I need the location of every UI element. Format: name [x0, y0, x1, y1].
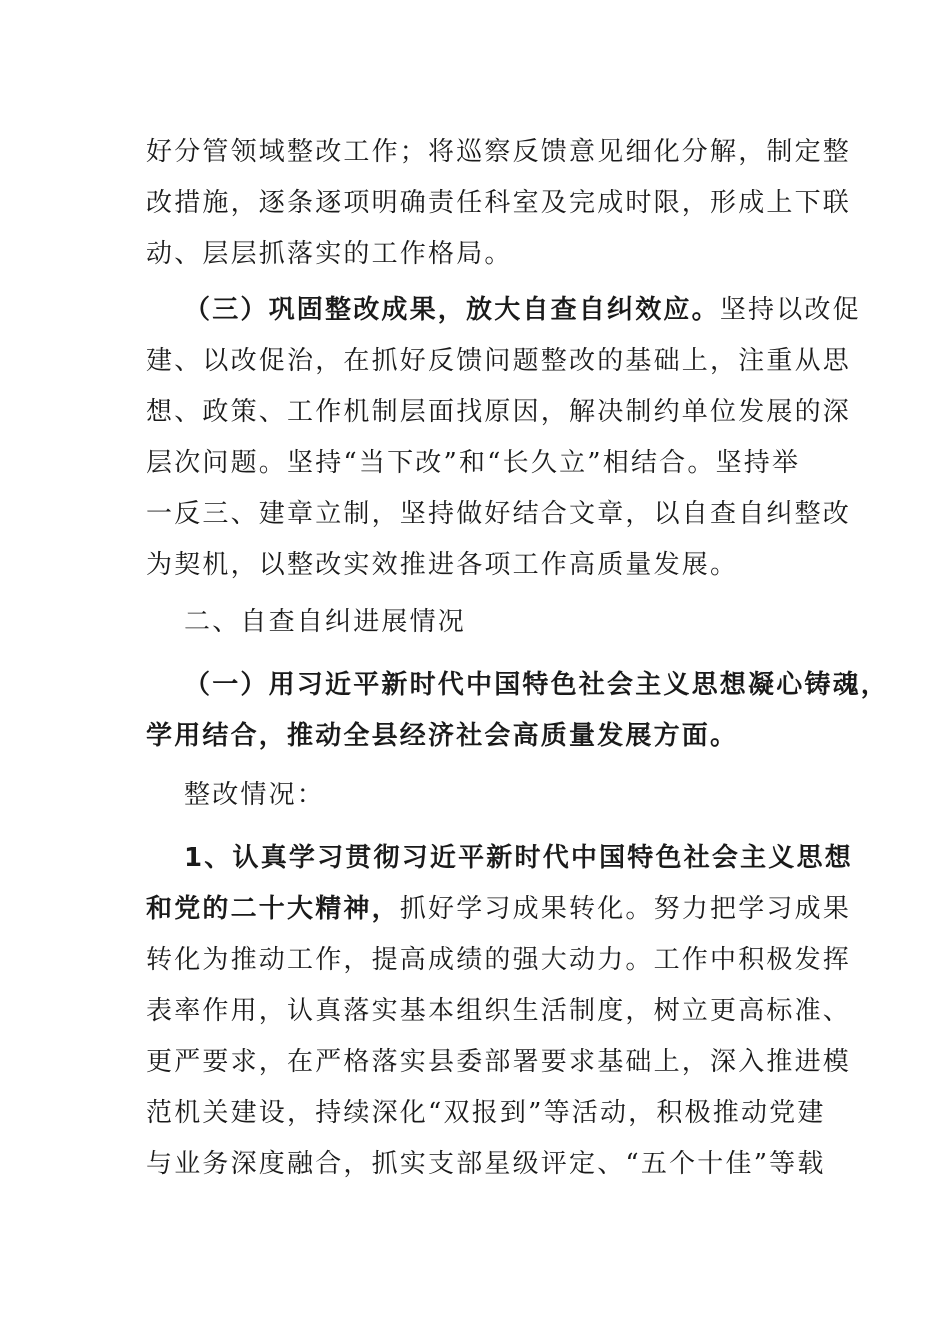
paragraph-2-line-4: 层次问题。坚持“当下改”和“长久立”相结合。坚持举	[146, 448, 801, 478]
subsection-1-line-1: （一）用习近平新时代中国特色社会主义思想凝心铸魂，	[184, 670, 890, 700]
item-1-line-2	[146, 884, 852, 935]
subsection-1-heading	[146, 660, 890, 762]
paragraph-2-line-1	[146, 285, 861, 336]
item-1-line-2-rest: 抓好学习成果转化。努力把学习成果	[399, 894, 852, 924]
rectification-label-text: 整改情况：	[184, 780, 326, 810]
paragraph-2-line-3: 想、政策、工作机制层面找原因，解决制约单位发展的深	[146, 397, 852, 427]
paragraph-1	[146, 127, 852, 280]
section-2-title	[146, 597, 826, 648]
item-1-line-6: 范机关建设，持续深化“双报到”等活动，积极推动党建	[146, 1098, 826, 1128]
paragraph-2-line-5: 一反三、建章立制，坚持做好结合文章，以自查自纠整改	[146, 499, 852, 529]
paragraph-1-line-1: 好分管领域整改工作；将巡察反馈意见细化分解，制定整	[146, 137, 852, 167]
item-1-line-7: 与业务深度融合，抓实支部星级评定、“五个十佳”等载	[146, 1149, 826, 1179]
paragraph-2-line-1-rest: 坚持以改促	[719, 295, 861, 325]
paragraph-1-line-3: 动、层层抓落实的工作格局。	[146, 239, 513, 269]
rectification-label	[146, 770, 826, 821]
paragraph-2-line-2: 建、以改促治，在抓好反馈问题整改的基础上，注重从思	[146, 346, 852, 376]
paragraph-2-heading: （三）巩固整改成果，放大自查自纠效应。	[184, 295, 720, 325]
subsection-1-line-2: 学用结合，推动全县经济社会高质量发展方面。	[146, 721, 739, 751]
paragraph-2	[146, 285, 861, 591]
paragraph-1-line-2: 改措施，逐条逐项明确责任科室及完成时限，形成上下联	[146, 188, 852, 218]
item-1-line-3: 转化为推动工作，提高成绩的强大动力。工作中积极发挥	[146, 945, 852, 975]
item-1	[146, 833, 853, 1190]
item-1-heading-line-1: 1、认真学习贯彻习近平新时代中国特色社会主义思想	[184, 843, 853, 873]
item-1-line-4: 表率作用，认真落实基本组织生活制度，树立更高标准、	[146, 996, 852, 1026]
item-1-heading-line-2: 和党的二十大精神，	[146, 894, 400, 924]
section-2-title-text: 二、自查自纠进展情况	[184, 607, 467, 637]
item-1-line-5: 更严要求，在严格落实县委部署要求基础上，深入推进模	[146, 1047, 852, 1077]
paragraph-2-line-6: 为契机，以整改实效推进各项工作高质量发展。	[146, 550, 739, 580]
